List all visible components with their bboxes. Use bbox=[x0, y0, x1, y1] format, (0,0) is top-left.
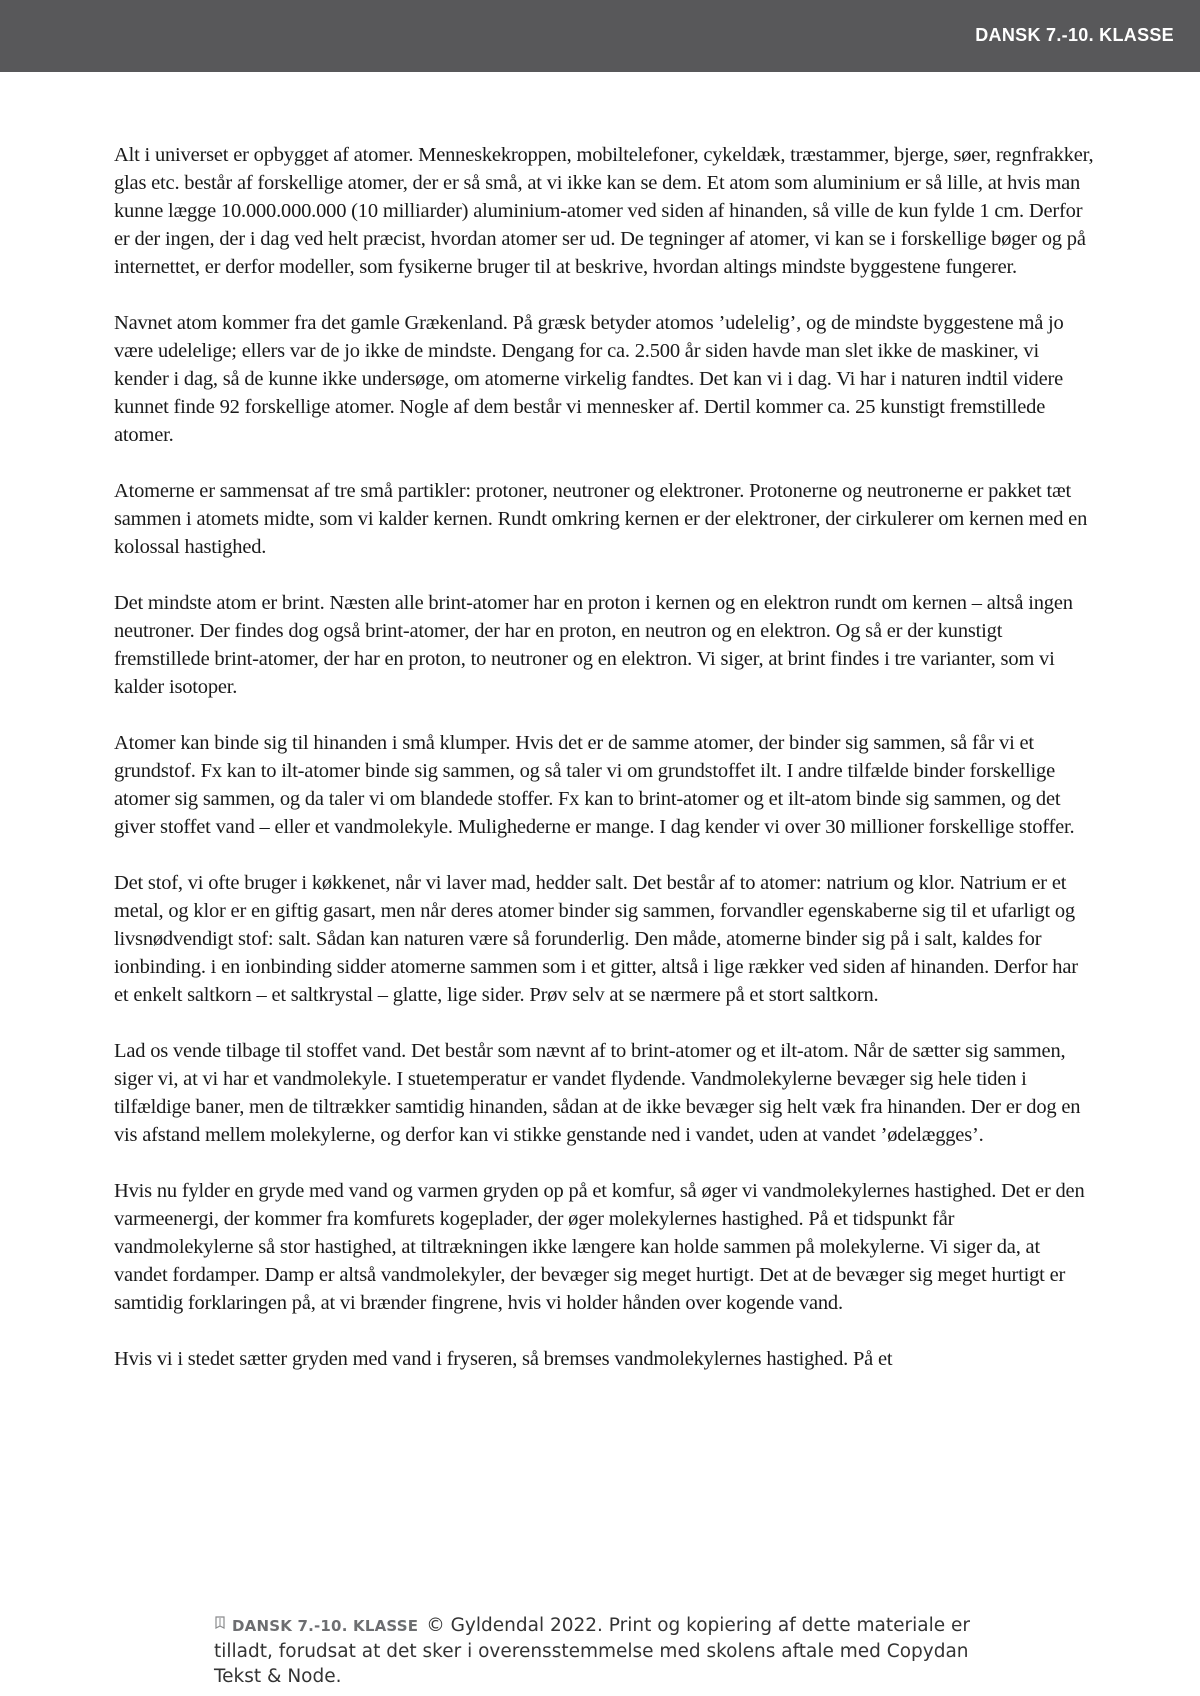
paragraph-8: Hvis nu fylder en gryde med vand og varmen gryden op på et komfur, så øger vi vandmolekylernes hastighed. Det er den varmeenergi, der kommer fra komfurets kogeplader, der øger molekylernes hastighed. På et tidspunkt får vandmolekylerne så stor hastighed, at tiltrækningen ikke længere kan holde sammen på molekylerne. Vi siger da, at vandet fordamper. Damp er altså vandmolekyler, der bevæger sig meget hurtigt. Det at de bevæger sig meget hurtigt er samtidig forklaringen på, at vi brænder fingrene, hvis vi holder hånden over kogende vand. bbox=[114, 1180, 1085, 1314]
paragraph-6: Det stof, vi ofte bruger i køkkenet, når vi laver mad, hedder salt. Det består af to atomer: natrium og klor. Natrium er et metal, og klor er en giftig gasart, men når deres atomer binder sig sammen, forvandler egenskaberne sig til et ufarligt og livsnødvendigt stof: salt. Sådan kan naturen være så forunderlig. Den måde, atomerne binder sig på i salt, kaldes for ionbinding. i en ionbinding sidder atomerne sammen som i et gitter, altså i lige rækker ved siden af hinanden. Derfor har et enkelt saltkorn – et saltkrystal – glatte, lige sider. Prøv selv at se nærmere på et stort saltkorn. bbox=[114, 872, 1078, 1006]
footer bbox=[214, 1613, 1014, 1689]
article-body bbox=[114, 141, 1094, 1401]
paragraph-4: Det mindste atom er brint. Næsten alle brint-atomer har en proton i kernen og en elektron rundt om kernen – altså ingen neutroner. Der findes dog også brint-atomer, der har en proton, en neutron og en elektron. Og så er der kunstigt fremstillede brint-atomer, der har en proton, to neutroner og en elektron. Vi siger, at brint findes i tre varianter, som vi kalder isotoper. bbox=[114, 592, 1073, 698]
paragraph-9: Hvis vi i stedet sætter gryden med vand i fryseren, så bremses vandmolekylernes hastighed. På et bbox=[114, 1348, 893, 1370]
paragraph-3: Atomerne er sammensat af tre små partikler: protoner, neutroner og elektroner. Protonerne og neutronerne er pakket tæt sammen i atomets midte, som vi kalder kernen. Rundt omkring kernen er der elektroner, der cirkulerer om kernen med en kolossal hastighed. bbox=[114, 480, 1088, 558]
paragraph-1: Alt i universet er opbygget af atomer. Menneskekroppen, mobiltelefoner, cykeldæk, træstammer, bjerge, søer, regnfrakker, glas etc. består af forskellige atomer, der er så små, at vi ikke kan se dem. Et atom som aluminium er så lille, at hvis man kunne lægge 10.000.000.000 (10 milliarder) aluminium-atomer ved siden af hinanden, så ville de kun fylde 1 cm. Derfor er der ingen, der i dag ved helt præcist, hvordan atomer ser ud. De tegninger af atomer, vi kan se i forskellige bøger og på internettet, er derfor modeller, som fysikerne bruger til at beskrive, hvordan altings mindste byggestene fungerer. bbox=[114, 144, 1094, 278]
header-title: DANSK 7.-10. KLASSE bbox=[975, 25, 1174, 45]
footer-copyright: © Gyldendal 2022. Print og kopiering af dette materiale er tilladt, forudsat at det sker i overensstemmelse med skolens aftale med Copydan Tekst & Node. bbox=[214, 1615, 971, 1687]
paragraph-5: Atomer kan binde sig til hinanden i små klumper. Hvis det er de samme atomer, der binder sig sammen, så får vi et grundstof. Fx kan to ilt-atomer binde sig sammen, og så taler vi om grundstoffet ilt. I andre tilfælde binder forskellige atomer sig sammen, og da taler vi om blandede stoffer. Fx kan to brint-atomer og et ilt-atom binde sig sammen, og det giver stoffet vand – eller et vandmolekyle. Mulighederne er mange. I dag kender vi over 30 millioner forskellige stoffer. bbox=[114, 732, 1075, 838]
footer-brand: DANSK 7.-10. KLASSE bbox=[232, 1617, 419, 1635]
book-logo-icon bbox=[214, 1616, 226, 1630]
paragraph-2: Navnet atom kommer fra det gamle Grækenland. På græsk betyder atomos ’udelelig’, og de mindste byggestene må jo være udelelige; ellers var de jo ikke de mindste. Dengang for ca. 2.500 år siden havde man slet ikke de maskiner, vi kender i dag, så de kunne ikke undersøge, om atomerne virkelig fandtes. Det kan vi i dag. Vi har i naturen indtil videre kunnet finde 92 forskellige atomer. Nogle af dem består vi mennesker af. Dertil kommer ca. 25 kunstigt fremstillede atomer. bbox=[114, 312, 1064, 446]
header-bar bbox=[0, 0, 1200, 72]
paragraph-7: Lad os vende tilbage til stoffet vand. Det består som nævnt af to brint-atomer og et ilt-atom. Når de sætter sig sammen, siger vi, at vi har et vandmolekyle. I stuetemperatur er vandet flydende. Vandmolekylerne bevæger sig hele tiden i tilfældige baner, men de tiltrækker samtidig hinanden, sådan at de ikke bevæger sig helt væk fra hinanden. Der er dog en vis afstand mellem molekylerne, og derfor kan vi stikke genstande ned i vandet, uden at vandet ’ødelægges’. bbox=[114, 1040, 1081, 1146]
